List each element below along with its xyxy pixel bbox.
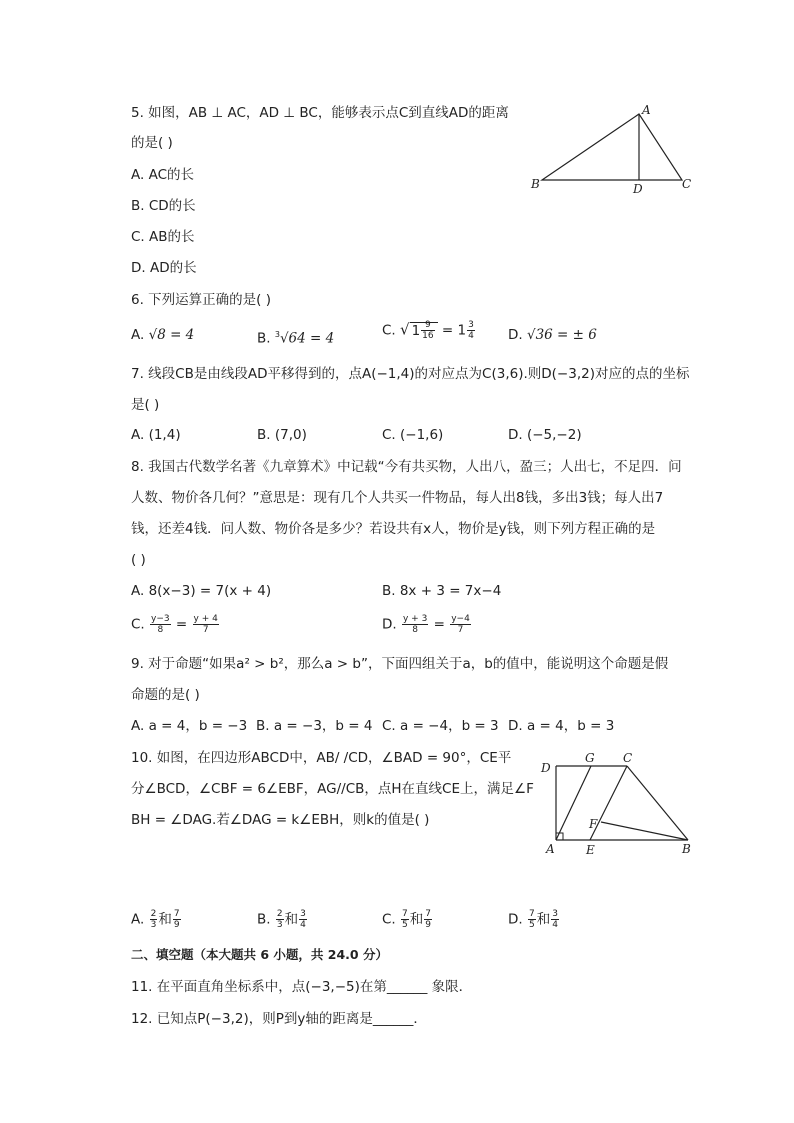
q6-c-rhs-den: 4	[468, 331, 474, 341]
q5-option-b: B. CD的长	[131, 198, 196, 214]
q10-b-den1: 3	[276, 920, 283, 930]
q5-triangle-figure	[525, 100, 705, 200]
q5-label-a: A	[642, 103, 651, 117]
q6-c-label: C.	[382, 322, 396, 339]
q9-option-b: B. a = −3，b = 4	[256, 718, 373, 734]
q10-a-den2: 9	[173, 920, 180, 930]
q10-label-c: C	[623, 751, 633, 765]
q5-option-c: C. AB的长	[131, 229, 195, 245]
q6-c-num: 9	[421, 320, 434, 331]
q9-stem-line1: 9. 对于命题“如果a² > b²，那么a > b”，下面四组关于a，b的值中，能说明这个命题是假	[131, 656, 669, 672]
q8-c-label: C.	[131, 616, 145, 633]
q7-option-b: B. (7,0)	[257, 427, 307, 443]
q10-option-c	[382, 909, 433, 930]
q10-b-label: B.	[257, 911, 271, 928]
q10-c-num2: 7	[425, 909, 431, 919]
q8-c-den1: 8	[157, 625, 164, 635]
q5-label-d: D	[633, 182, 643, 196]
q10-a-num2: 7	[173, 909, 180, 919]
q9-option-a: A. a = 4，b = −3	[131, 718, 248, 734]
q9-stem-line2: 命题的是( )	[131, 687, 200, 703]
q5-stem-line2: 的是( )	[131, 135, 173, 151]
q5-label-b: B	[531, 177, 540, 191]
q10-a-and: 和	[158, 911, 172, 928]
q8-d-num1: y + 3	[402, 614, 428, 624]
q10-quadrilateral-figure	[532, 748, 702, 860]
q10-a-num1: 2	[150, 909, 157, 919]
q10-d-label: D.	[508, 911, 523, 928]
q8-option-c	[131, 614, 220, 635]
q8-stem-line1: 8. 我国古代数学名著《九章算术》中记载“今有共买物，人出八，盈三；人出七，不足四．问	[131, 459, 682, 475]
q8-stem-line4: ( )	[131, 552, 146, 568]
q10-option-a	[131, 909, 182, 930]
q10-stem-line1: 10. 如图，在四边形ABCD中，AB/ /CD，∠BAD = 90°，CE平	[131, 750, 512, 766]
q5-label-c: C	[682, 177, 692, 191]
q5-triangle	[542, 114, 682, 180]
q6-b-label: B.	[257, 330, 271, 347]
q7-stem-line2: 是( )	[131, 397, 160, 413]
q6-d-label: D.	[508, 327, 523, 343]
q6-c-rhs-int: = 1	[441, 322, 467, 339]
q8-option-b: B. 8x + 3 = 7x−4	[382, 583, 502, 599]
q10-d-num1: 7	[528, 909, 535, 919]
q10-c-num1: 7	[402, 909, 408, 919]
q10-b-num2: 3	[300, 909, 306, 919]
q6-a-label: A.	[131, 327, 145, 343]
q12-text: 12. 已知点P(−3,2)，则P到y轴的距离是______．	[131, 1011, 427, 1027]
q6-option-d	[508, 326, 597, 344]
q10-label-d: D	[541, 761, 551, 775]
q6-option-b	[257, 326, 334, 348]
q10-c-and: 和	[409, 911, 424, 928]
q10-label-f: F	[589, 817, 598, 831]
q10-b-den2: 4	[300, 920, 306, 930]
q10-b-and: 和	[284, 911, 299, 928]
q11-text: 11. 在平面直角坐标系中，点(−3,−5)在第______ 象限．	[131, 979, 473, 995]
q8-d-den2: 7	[457, 625, 464, 635]
q10-option-b	[257, 909, 308, 930]
q6-c-den: 16	[422, 331, 434, 341]
q10-d-and: 和	[536, 911, 551, 928]
q7-option-c: C. (−1,6)	[382, 427, 444, 443]
q10-stem-line2: 分∠BCD，∠CBF = 6∠EBF，AG//CB，点H在直线CE上，满足∠F	[131, 781, 534, 797]
q6-b-index: 3	[274, 330, 280, 339]
q8-d-eq: =	[433, 616, 445, 633]
q10-c-den1: 5	[402, 920, 408, 930]
q7-stem-line1: 7. 线段CB是由线段AD平移得到的，点A(−1,4)的对应点为C(3,6).则D(−3,2)对应的点的坐标	[131, 366, 690, 382]
q8-c-num2: y + 4	[193, 614, 218, 624]
q8-c-eq: =	[175, 616, 188, 633]
q8-d-num2: y−4	[451, 614, 470, 624]
q10-c-den2: 9	[425, 920, 431, 930]
q10-c-label: C.	[382, 911, 396, 928]
q10-option-d	[508, 909, 560, 930]
q6-a-expr: √8 = 4	[148, 327, 195, 343]
q10-label-g: G	[585, 751, 595, 765]
q10-label-b: B	[682, 842, 691, 856]
q8-c-den2: 7	[202, 625, 209, 635]
q6-d-expr: √36 = ± 6	[526, 327, 597, 343]
q5-stem-line1: 5. 如图，AB ⊥ AC，AD ⊥ BC，能够表示点C到直线AD的距离	[131, 105, 509, 121]
q10-d-den2: 4	[552, 920, 558, 930]
q6-stem: 6. 下列运算正确的是( )	[131, 292, 271, 308]
q10-a-den1: 3	[150, 920, 157, 930]
q10-d-num2: 3	[552, 909, 558, 919]
q8-c-num1: y−3	[151, 614, 170, 624]
q9-option-d: D. a = 4，b = 3	[508, 718, 615, 734]
q7-option-a: A. (1,4)	[131, 427, 181, 443]
q8-d-den1: 8	[412, 625, 419, 635]
q10-label-a: A	[546, 842, 555, 856]
q8-stem-line3: 钱，还差4钱．问人数、物价各是多少？若设共有x人，物价是y钱，则下列方程正确的是	[131, 521, 656, 537]
q6-b-expr: √64 = 4	[279, 330, 335, 347]
q6-c-rhs-num: 3	[468, 320, 474, 330]
q6-option-c: C. √ 1 $\frac{9}{16}$ = 1 $\frac{3}{4}$	[382, 320, 474, 341]
q10-d-den1: 5	[528, 920, 535, 930]
q8-option-d	[382, 614, 472, 635]
q10-a-label: A.	[131, 911, 145, 928]
q6-option-a	[131, 326, 194, 344]
q10-stem-line3: BH = ∠DAG.若∠DAG = k∠EBH，则k的值是( )	[131, 812, 430, 828]
q7-option-d: D. (−5,−2)	[508, 427, 582, 443]
q8-option-a: A. 8(x−3) = 7(x + 4)	[131, 583, 272, 599]
section-2-heading: 二、填空题（本大题共 6 小题，共 24.0 分）	[131, 947, 388, 962]
q10-b-num1: 2	[276, 909, 283, 919]
q9-option-c: C. a = −4，b = 3	[382, 718, 499, 734]
q6-c-int: 1	[411, 322, 421, 339]
q10-segment-ag	[556, 766, 591, 840]
q10-label-e: E	[586, 843, 595, 857]
q8-d-label: D.	[382, 616, 397, 633]
q5-option-a: A. AC的长	[131, 167, 195, 183]
q5-option-d: D. AD的长	[131, 260, 197, 276]
q8-stem-line2: 人数、物价各几何？”意思是：现有几个人共买一件物品，每人出8钱，多出3钱；每人出7	[131, 490, 664, 506]
